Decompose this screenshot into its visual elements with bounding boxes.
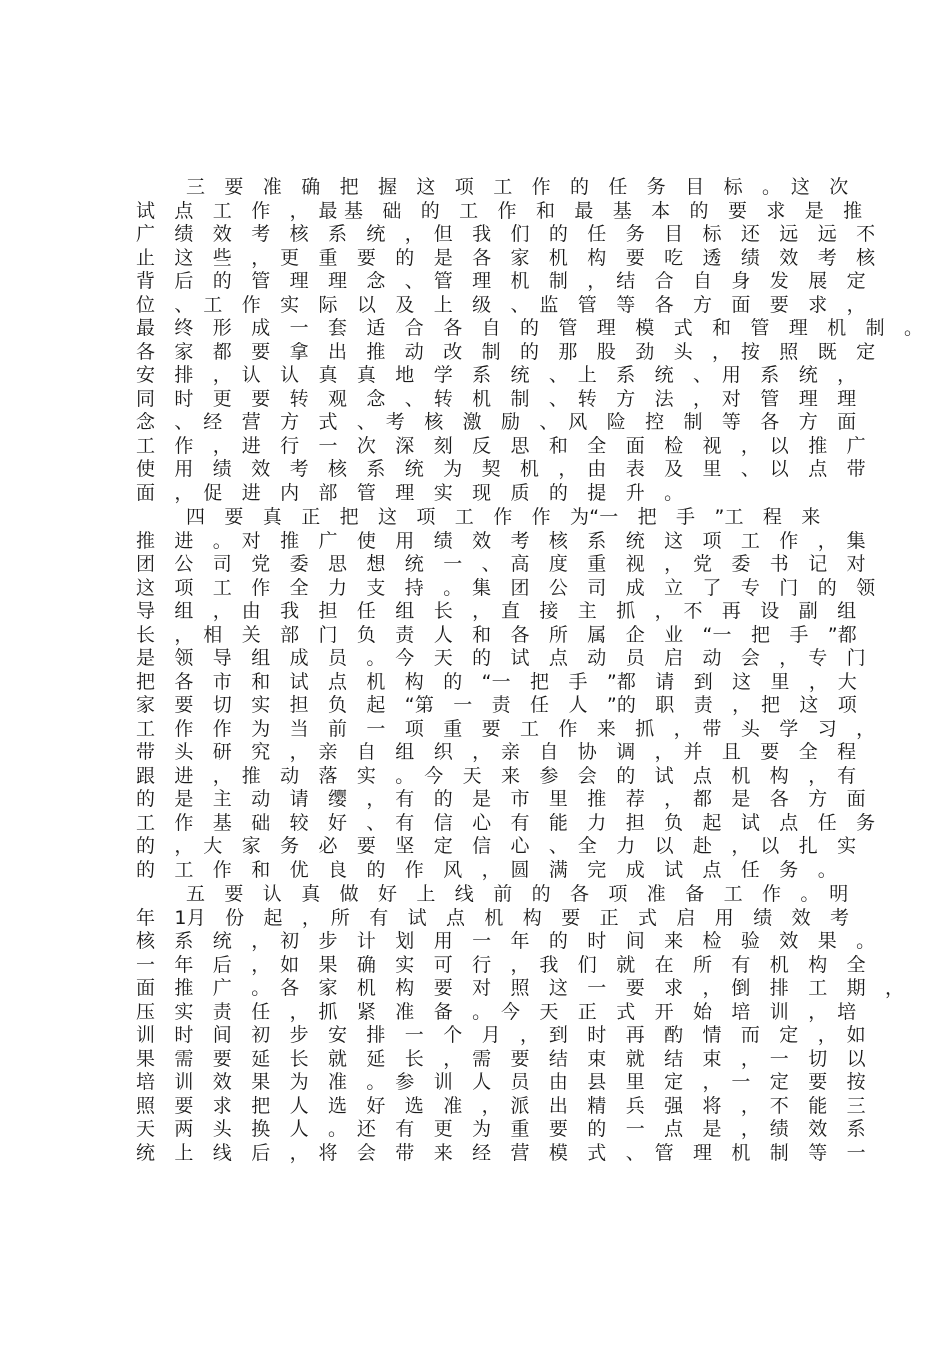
text-line: 训 时 间 初 步 安 排 一 个 月 ， 到 时 再 酌 情 而 定 ， 如 [136, 1024, 866, 1046]
text-line: 安 排 ， 认 认 真 真 地 学 系 统 、 上 系 统 、 用 系 统 ， [136, 364, 857, 386]
paragraph-four [136, 506, 876, 882]
text-line: 背 后 的 管 理 理 念 、 管 理 机 制 ， 结 合 自 身 发 展 定 [136, 270, 866, 292]
paragraph-three [136, 176, 924, 505]
text-line: 同 时 更 要 转 观 念 、 转 机 制 、 转 方 法 ， 对 管 理 理 [136, 387, 857, 410]
text-line: 家 要 切 实 担 负 起 “第 一 责 任 人 ”的 职 责 ， 把 这 项 [136, 694, 857, 716]
text-line: 天 两 头 换 人 。 还 有 更 为 重 要 的 一 点 是 ， 绩 效 系 [136, 1118, 866, 1140]
text-line: 止 这 些 ， 更 重 要 的 是 各 家 机 构 要 吃 透 绩 效 考 核 [136, 246, 876, 269]
text-line: 压 实 责 任 ， 抓 紧 准 备 。 今 天 正 式 开 始 培 训 ， 培 [136, 1000, 857, 1023]
text-line: 导 组 ， 由 我 担 任 组 长 ， 直 接 主 抓 ， 不 再 设 副 组 [136, 600, 857, 622]
text-line: 带 头 研 究 ， 亲 自 组 织 ， 亲 自 协 调 ， 并 且 要 全 程 [136, 741, 857, 763]
text-line: 工 作 ， 进 行 一 次 深 刻 反 思 和 全 面 检 视 ， 以 推 广 [136, 434, 866, 457]
paragraph-first-line: 五 要 认 真 做 好 上 线 前 的 各 项 准 备 工 作 。 明 [186, 883, 849, 905]
paragraph-first-line: 三 要 准 确 把 握 这 项 工 作 的 任 务 目 标 。 这 次 [186, 176, 849, 198]
paragraph-first-line: 四 要 真 正 把 这 项 工 作 作 为“一 把 手 ”工 程 来 [186, 506, 821, 528]
text-line: 照 要 求 把 人 选 好 选 准 ， 派 出 精 兵 强 将 ， 不 能 三 [136, 1094, 866, 1117]
document-body [136, 176, 924, 1165]
text-line: 使 用 绩 效 考 核 系 统 为 契 机 ， 由 表 及 里 、 以 点 带 [136, 458, 866, 480]
text-line: 是 领 导 组 成 员 。 今 天 的 试 点 动 员 启 动 会 ， 专 门 [136, 647, 866, 669]
text-line: 各 家 都 要 拿 出 推 动 改 制 的 那 股 劲 头 ， 按 照 既 定 [136, 340, 876, 363]
text-line: 跟 进 ， 推 动 落 实 。 今 天 来 参 会 的 试 点 机 构 ， 有 [136, 764, 857, 787]
text-line: 面 ， 促 进 内 部 管 理 实 现 质 的 提 升 。 [136, 481, 684, 504]
text-line: 果 需 要 延 长 就 延 长 ， 需 要 结 束 就 结 束 ， 一 切 以 [136, 1047, 866, 1070]
text-line: 年 1月 份 起 ， 所 有 试 点 机 构 要 正 式 启 用 绩 效 考 [136, 906, 850, 929]
text-line: 培 训 效 果 为 准 。 参 训 人 员 由 县 里 定 ， 一 定 要 按 [136, 1071, 866, 1093]
text-line: 统 上 线 后 ， 将 会 带 来 经 营 模 式 、 管 理 机 制 等 一 [136, 1141, 866, 1164]
text-line: 团 公 司 党 委 思 想 统 一 、 高 度 重 视 ， 党 委 书 记 对 [136, 553, 866, 575]
text-line: 最 终 形 成 一 套 适 合 各 自 的 管 理 模 式 和 管 理 机 制 。 [136, 317, 924, 339]
paragraph-five [136, 883, 905, 1165]
text-line: 念 、 经 营 方 式 、 考 核 激 励 、 风 险 控 制 等 各 方 面 [136, 411, 857, 433]
text-line: 长 ， 相 关 部 门 负 责 人 和 各 所 属 企 业 “一 把 手 ”都 [136, 623, 857, 646]
text-line: 把 各 市 和 试 点 机 构 的 “一 把 手 ”都 请 到 这 里 ， 大 [136, 670, 857, 693]
text-line: 工 作 基 础 较 好 、 有 信 心 有 能 力 担 负 起 试 点 任 务 [136, 811, 876, 834]
text-line: 的 工 作 和 优 良 的 作 风 ， 圆 满 完 成 试 点 任 务 。 [136, 858, 837, 881]
text-line: 位 、 工 作 实 际 以 及 上 级 、 监 管 等 各 方 面 要 求 ， [136, 293, 866, 316]
text-line: 面 推 广 。 各 家 机 构 要 对 照 这 一 要 求 ， 倒 排 工 期 ， [136, 977, 905, 999]
text-line: 的 ， 大 家 务 必 要 坚 定 信 心 、 全 力 以 赴 ， 以 扎 实 [136, 835, 857, 857]
text-line: 核 系 统 ， 初 步 计 划 用 一 年 的 时 间 来 检 验 效 果 。 [136, 930, 876, 952]
text-line: 的 是 主 动 请 缨 ， 有 的 是 市 里 推 荐 ， 都 是 各 方 面 [136, 788, 866, 810]
text-line: 工 作 作 为 当 前 一 项 重 要 工 作 来 抓 ， 带 头 学 习 ， [136, 717, 876, 740]
text-line: 广 绩 效 考 核 系 统 ， 但 我 们 的 任 务 目 标 还 远 远 不 [136, 223, 876, 245]
text-line: 这 项 工 作 全 力 支 持 。 集 团 公 司 成 立 了 专 门 的 领 [136, 576, 876, 599]
text-line: 一 年 后 ， 如 果 确 实 可 行 ， 我 们 就 在 所 有 机 构 全 [136, 953, 866, 976]
text-line: 推 进 。 对 推 广 使 用 绩 效 考 核 系 统 这 项 工 作 ， 集 [136, 529, 866, 552]
text-line: 试 点 工 作 ， 最 基 础 的 工 作 和 最 基 本 的 要 求 是 推 [136, 199, 863, 222]
